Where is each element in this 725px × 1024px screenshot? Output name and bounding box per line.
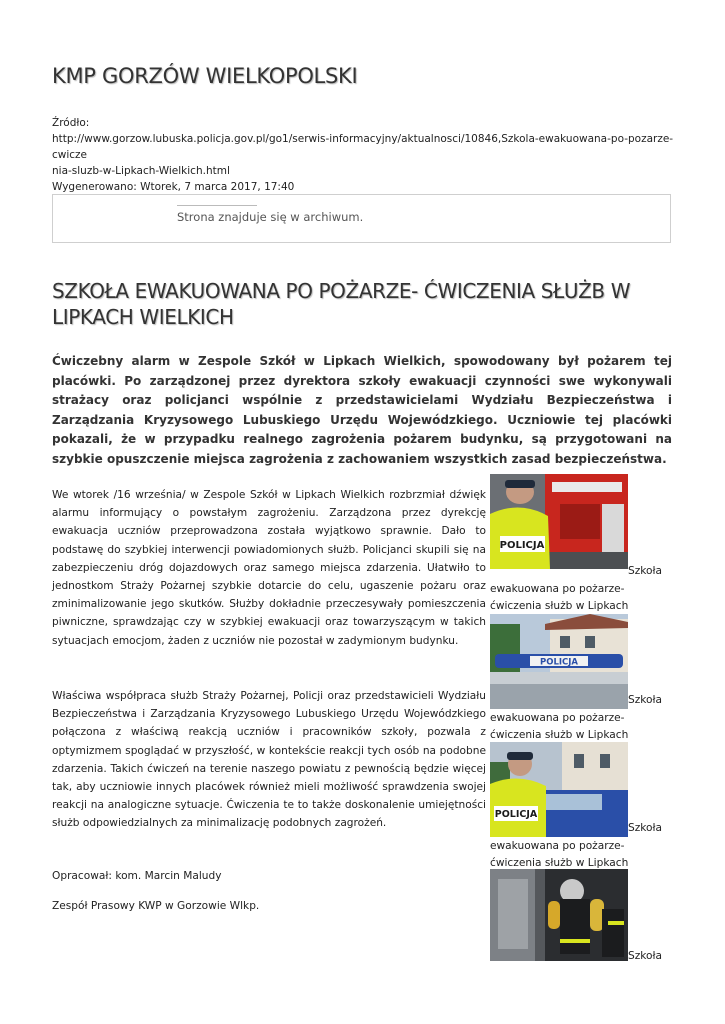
photo-1-label: POLICJA	[499, 540, 545, 551]
photo-2-caption-first: Szkoła	[627, 694, 662, 706]
source-label: Źródło:	[52, 117, 90, 129]
site-title: KMP GORZÓW WIELKOPOLSKI	[52, 64, 358, 88]
archive-notice-box	[52, 194, 671, 243]
photo-2-caption-rest: ewakuowana po pożarze- ćwiczenia służb w Lipkach	[490, 711, 629, 741]
archive-notice: Strona znajduje się w archiwum.	[177, 210, 364, 224]
photo-3-caption-rest: ewakuowana po pożarze- ćwiczenia służb w Lipkach	[490, 839, 629, 869]
article-paragraph-1: We wtorek /16 września/ w Zespole Szkół w Lipkach Wielkich rozbrzmiał dźwięk alarmu informujący o powstałym zagrożeniu. Zarządzona przez dyrekcję ewakuacja uczniów przeprowadzona została wyjątkowo sprawnie. Dało to podstawę do szybkiej interwencji powiadomionych służb. Policjanci skupili się na zabezpieczeniu dróg dojazdowych oraz samego miejsca zdarzenia. Ułatwiło to jednostkom Straży Pożarnej szybkie dotarcie do celu, ugaszenie pożaru oraz zminimalizowanie jego skutków. Służby dokładnie przeczesywały pomieszczenia piwniczne, sprawdzając czy w szybkiej ewakuacji oraz towarzyszącym w takich sytuacjach emocjom, żaden z uczniów nie pozostał w zadymionym budynku.	[52, 489, 486, 647]
photo-2-label: POLICJA	[539, 657, 579, 668]
photo-4-caption	[490, 948, 672, 966]
generated-date: Wygenerowano: Wtorek, 7 marca 2017, 17:40	[52, 181, 295, 193]
photo-4-caption-first: Szkoła	[627, 950, 662, 962]
photo-1-caption-rest: ewakuowana po pożarze- ćwiczenia służb w Lipkach	[490, 582, 629, 612]
article-author: Opracował: kom. Marcin Maludy	[52, 870, 222, 882]
source-url-line-1[interactable]: http://www.gorzow.lubuska.policja.gov.pl/go1/serwis-informacyjny/aktualnosci/10846,Szkola-ewakuowana-po-pozarze-cwicze	[52, 133, 674, 161]
source-meta	[52, 115, 677, 195]
article-lead: Ćwiczebny alarm w Zespole Szkół w Lipkach Wielkich, spowodowany był pożarem tej placówki. Po zarządzonej przez dyrektora szkoły ewakuacji czynności swe wykonywali strażacy oraz policjanci wspólnie z przedstawicielami Wydziału Bezpieczeństwa i Zarządzania Kryzysowego Lubuskiego Urzędu Wojewódzkiego. Uczniowie tej placówki pokazali, że w przypadku realnego zagrożenia pożarem budynku, są przygotowani na szybkie opuszczenie miejsca zagrożenia z zachowaniem wszystkich zasad bezpieczeństwa.	[52, 354, 672, 466]
archive-divider	[177, 205, 257, 206]
source-url-line-2[interactable]: nia-sluzb-w-Lipkach-Wielkich.html	[52, 165, 230, 177]
article-title: SZKOŁA EWAKUOWANA PO POŻARZE- ĆWICZENIA SŁUŻB W LIPKACH WIELKICH	[52, 279, 631, 329]
press-team: Zespół Prasowy KWP w Gorzowie Wlkp.	[52, 900, 260, 912]
photo-3-caption-first: Szkoła	[627, 822, 662, 834]
photo-1-image	[490, 474, 628, 569]
photo-1-caption-first: Szkoła	[627, 565, 662, 577]
photo-3-label: POLICJA	[494, 809, 538, 820]
photo-1[interactable]	[490, 474, 628, 569]
article-paragraph-2: Właściwa współpraca służb Straży Pożarnej, Policji oraz przedstawicieli Wydziału Bezpieczeństwa i Zarządzania Kryzysowego Lubuskiego Urzędu Wojewódzkiego połączona z właściwą reakcją uczniów i pracowników szkoły, pozwala z optymizmem spoglądać w przyszłość, w kontekście reakcji tych osób na podobne zdarzenia. Takich ćwiczeń na terenie naszego powiatu z pewnością będzie więcej tak, aby uczniowie innych placówek również mieli możliwość sprawdzenia swojej reakcji na analogiczne sytuacje. Ćwiczenia te to także doskonalenie umiejętności służb odpowiedzialnych za minimalizację podobnych zagrożeń.	[52, 690, 486, 830]
